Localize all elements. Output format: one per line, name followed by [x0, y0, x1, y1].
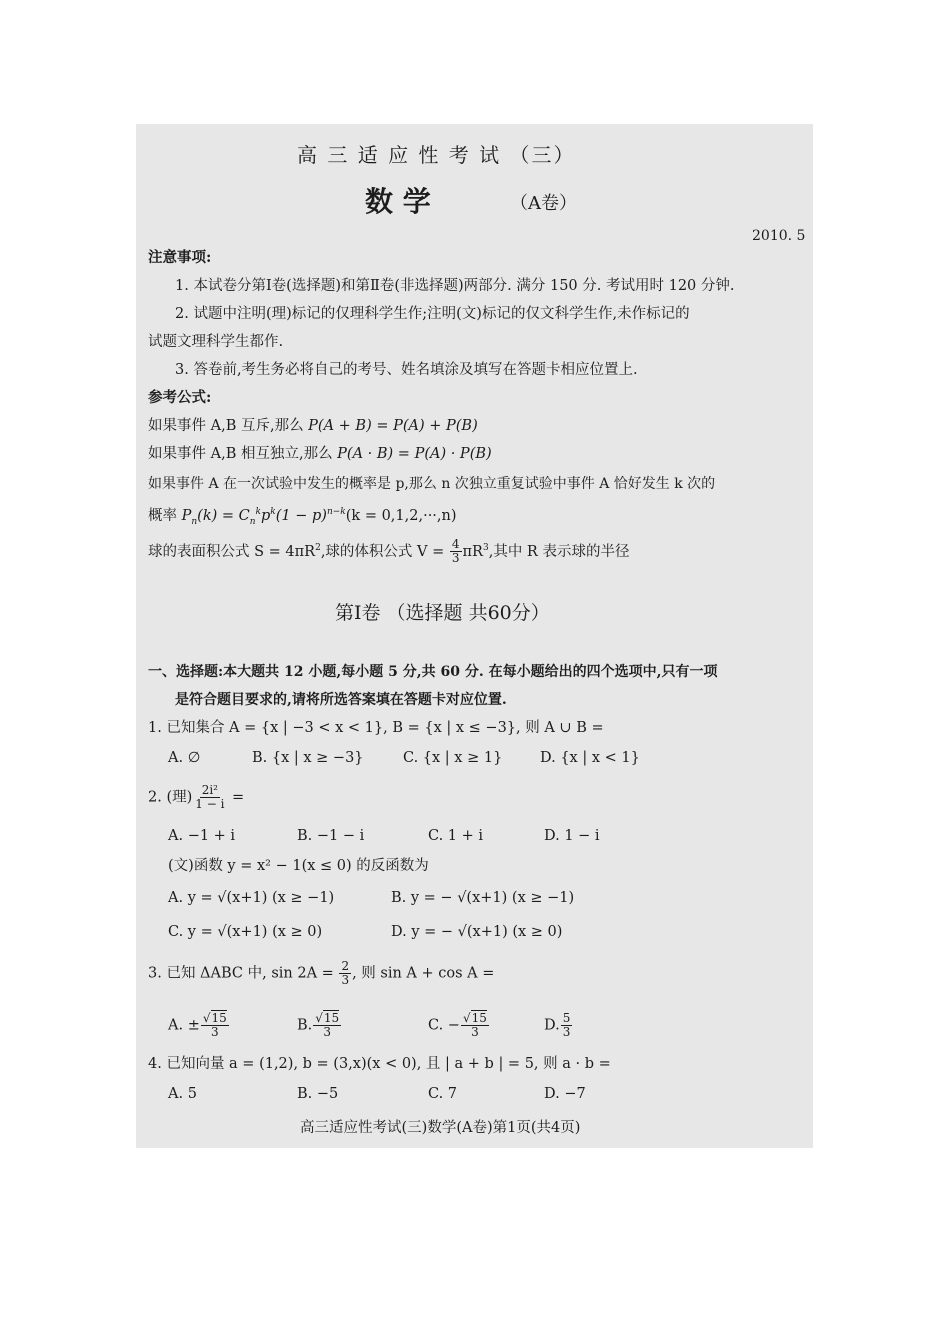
formula-sphere-text3: πR [462, 543, 483, 560]
formula-sphere: 球的表面积公式 $S = 4\pi R^2$,球的体积公式 V = $\frac{4}{3}$ $\pi R^3$,其中 R 表示球的半径 [148, 537, 630, 566]
q2-option-b: B. −1 − i [297, 828, 365, 844]
q3-option-d: D. $\frac{5}{3}$ [544, 1011, 571, 1039]
section-instructions-b: 是符合题目要求的,请将所选答案填在答题卡对应位置. [175, 692, 507, 708]
q2-label: 2. (理) [148, 789, 193, 806]
q2-option-a: A. −1 + i [168, 828, 236, 844]
q1-option-c: C. {x | x ≥ 1} [403, 750, 503, 766]
q1-option-d: D. {x | x < 1} [540, 750, 640, 766]
q1-stem: 1. 已知集合 A = {x | −3 < x < 1}, B = {x | x ≤ −3}, 则 A ∪ B = [148, 720, 604, 736]
q3-option-a: A. ± $\frac{√15}{3}$ [168, 1011, 227, 1039]
formula-sphere-text1: 球的表面积公式 S = 4πR [148, 543, 316, 560]
formula-independent-expr: P(A · B) = P(A) · P(B) [337, 446, 492, 462]
q2-wen-option-d: D. y = − √(x+1) (x ≥ 0) [391, 924, 563, 940]
exam-date: 2010. 5 [752, 228, 806, 244]
q4-option-b: B. −5 [297, 1086, 339, 1102]
q3-stem-a: 3. 已知 ΔABC 中, sin 2A = [148, 965, 339, 982]
q3-option-c: C. − $\frac{√15}{3}$ [428, 1011, 487, 1039]
paper-type: （A卷） [510, 193, 577, 214]
q2-option-d: D. 1 − i [544, 828, 600, 844]
q4-option-d: D. −7 [544, 1086, 586, 1102]
formula-binomial-range: (k = 0,1,2,···,n) [345, 507, 457, 524]
subject-title: 数 学 [365, 185, 431, 218]
formula-exclusive-expr: P(A + B) = P(A) + P(B) [308, 418, 478, 434]
notes-item-1: 1. 本试卷分第Ⅰ卷(选择题)和第Ⅱ卷(非选择题)两部分. 满分 150 分. 考试用时 120 分钟. [175, 278, 735, 294]
q1-option-b: B. {x | x ≥ −3} [252, 750, 364, 766]
q4-stem: 4. 已知向量 a = (1,2), b = (3,x)(x < 0), 且 | a + b | = 5, 则 a · b = [148, 1056, 611, 1072]
q4-option-c: C. 7 [428, 1086, 458, 1102]
q3-stem-b: , 则 sin A + cos A = [352, 965, 495, 982]
sphere-volume-fraction: $\frac{4}{3}$ [451, 537, 460, 566]
formula-exclusive [148, 416, 478, 436]
notes-item-2b: 试题文理科学生都作. [148, 334, 284, 350]
q2-wen-stem: (文)函数 y = x² − 1(x ≤ 0) 的反函数为 [168, 858, 429, 874]
formula-independent-text: 如果事件 A,B 相互独立,那么 [148, 446, 338, 462]
q2-tail: = [227, 789, 245, 806]
page-footer: 高三适应性考试(三)数学(A卷)第1页(共4页) [300, 1120, 581, 1136]
notes-item-2a: 2. 试题中注明(理)标记的仅理科学生作;注明(文)标记的仅文科学生作,未作标记的 [175, 306, 690, 322]
formula-binomial-text: 概率 [148, 507, 182, 524]
q2-wen-option-c: C. y = √(x+1) (x ≥ 0) [168, 924, 323, 940]
q3-stem [148, 960, 494, 987]
section-instructions-a: 一、选择题:本大题共 12 小题,每小题 5 分,共 60 分. 在每小题给出的四个选项中,只有一项 [148, 664, 718, 680]
notes-item-3: 3. 答卷前,考生务必将自己的考号、姓名填涂及填写在答题卡相应位置上. [175, 362, 638, 378]
formula-binomial-line1: 如果事件 A 在一次试验中发生的概率是 p,那么 n 次独立重复试验中事件 A 恰好发生 k 次的 [148, 476, 716, 492]
formula-exclusive-text: 如果事件 A,B 互斥,那么 [148, 418, 309, 434]
q2-wen-option-b: B. y = − √(x+1) (x ≥ −1) [391, 890, 575, 906]
q3-fraction: $\frac{2}{3}$ [341, 959, 350, 987]
formula-sphere-text2: ,球的体积公式 V = [320, 543, 449, 560]
q2-stem [148, 784, 244, 811]
exam-title: 高 三 适 应 性 考 试 （三） [297, 143, 576, 167]
formulas-heading: 参考公式: [148, 389, 212, 406]
q3-option-b: B. $\frac{√15}{3}$ [297, 1011, 340, 1039]
part1-title: 第Ⅰ卷 （选择题 共60分） [335, 602, 550, 624]
q2-fraction: $\frac{\text{2i²}}{1 - i}$ [195, 783, 225, 811]
q2-wen-option-a: A. y = √(x+1) (x ≥ −1) [168, 890, 335, 906]
notes-heading: 注意事项: [148, 249, 212, 266]
q4-option-a: A. 5 [168, 1086, 197, 1102]
q2-option-c: C. 1 + i [428, 828, 484, 844]
formula-sphere-text4: ,其中 R 表示球的半径 [488, 543, 630, 560]
formula-binomial-line2: 概率 $P_n(k) = C_n^kp^k(1 - p)^{n-k}(k = 0,1,2,\cdot\cdot\cdot,n)$ [148, 507, 457, 527]
q1-option-a: A. ∅ [168, 750, 201, 766]
formula-independent [148, 444, 492, 464]
